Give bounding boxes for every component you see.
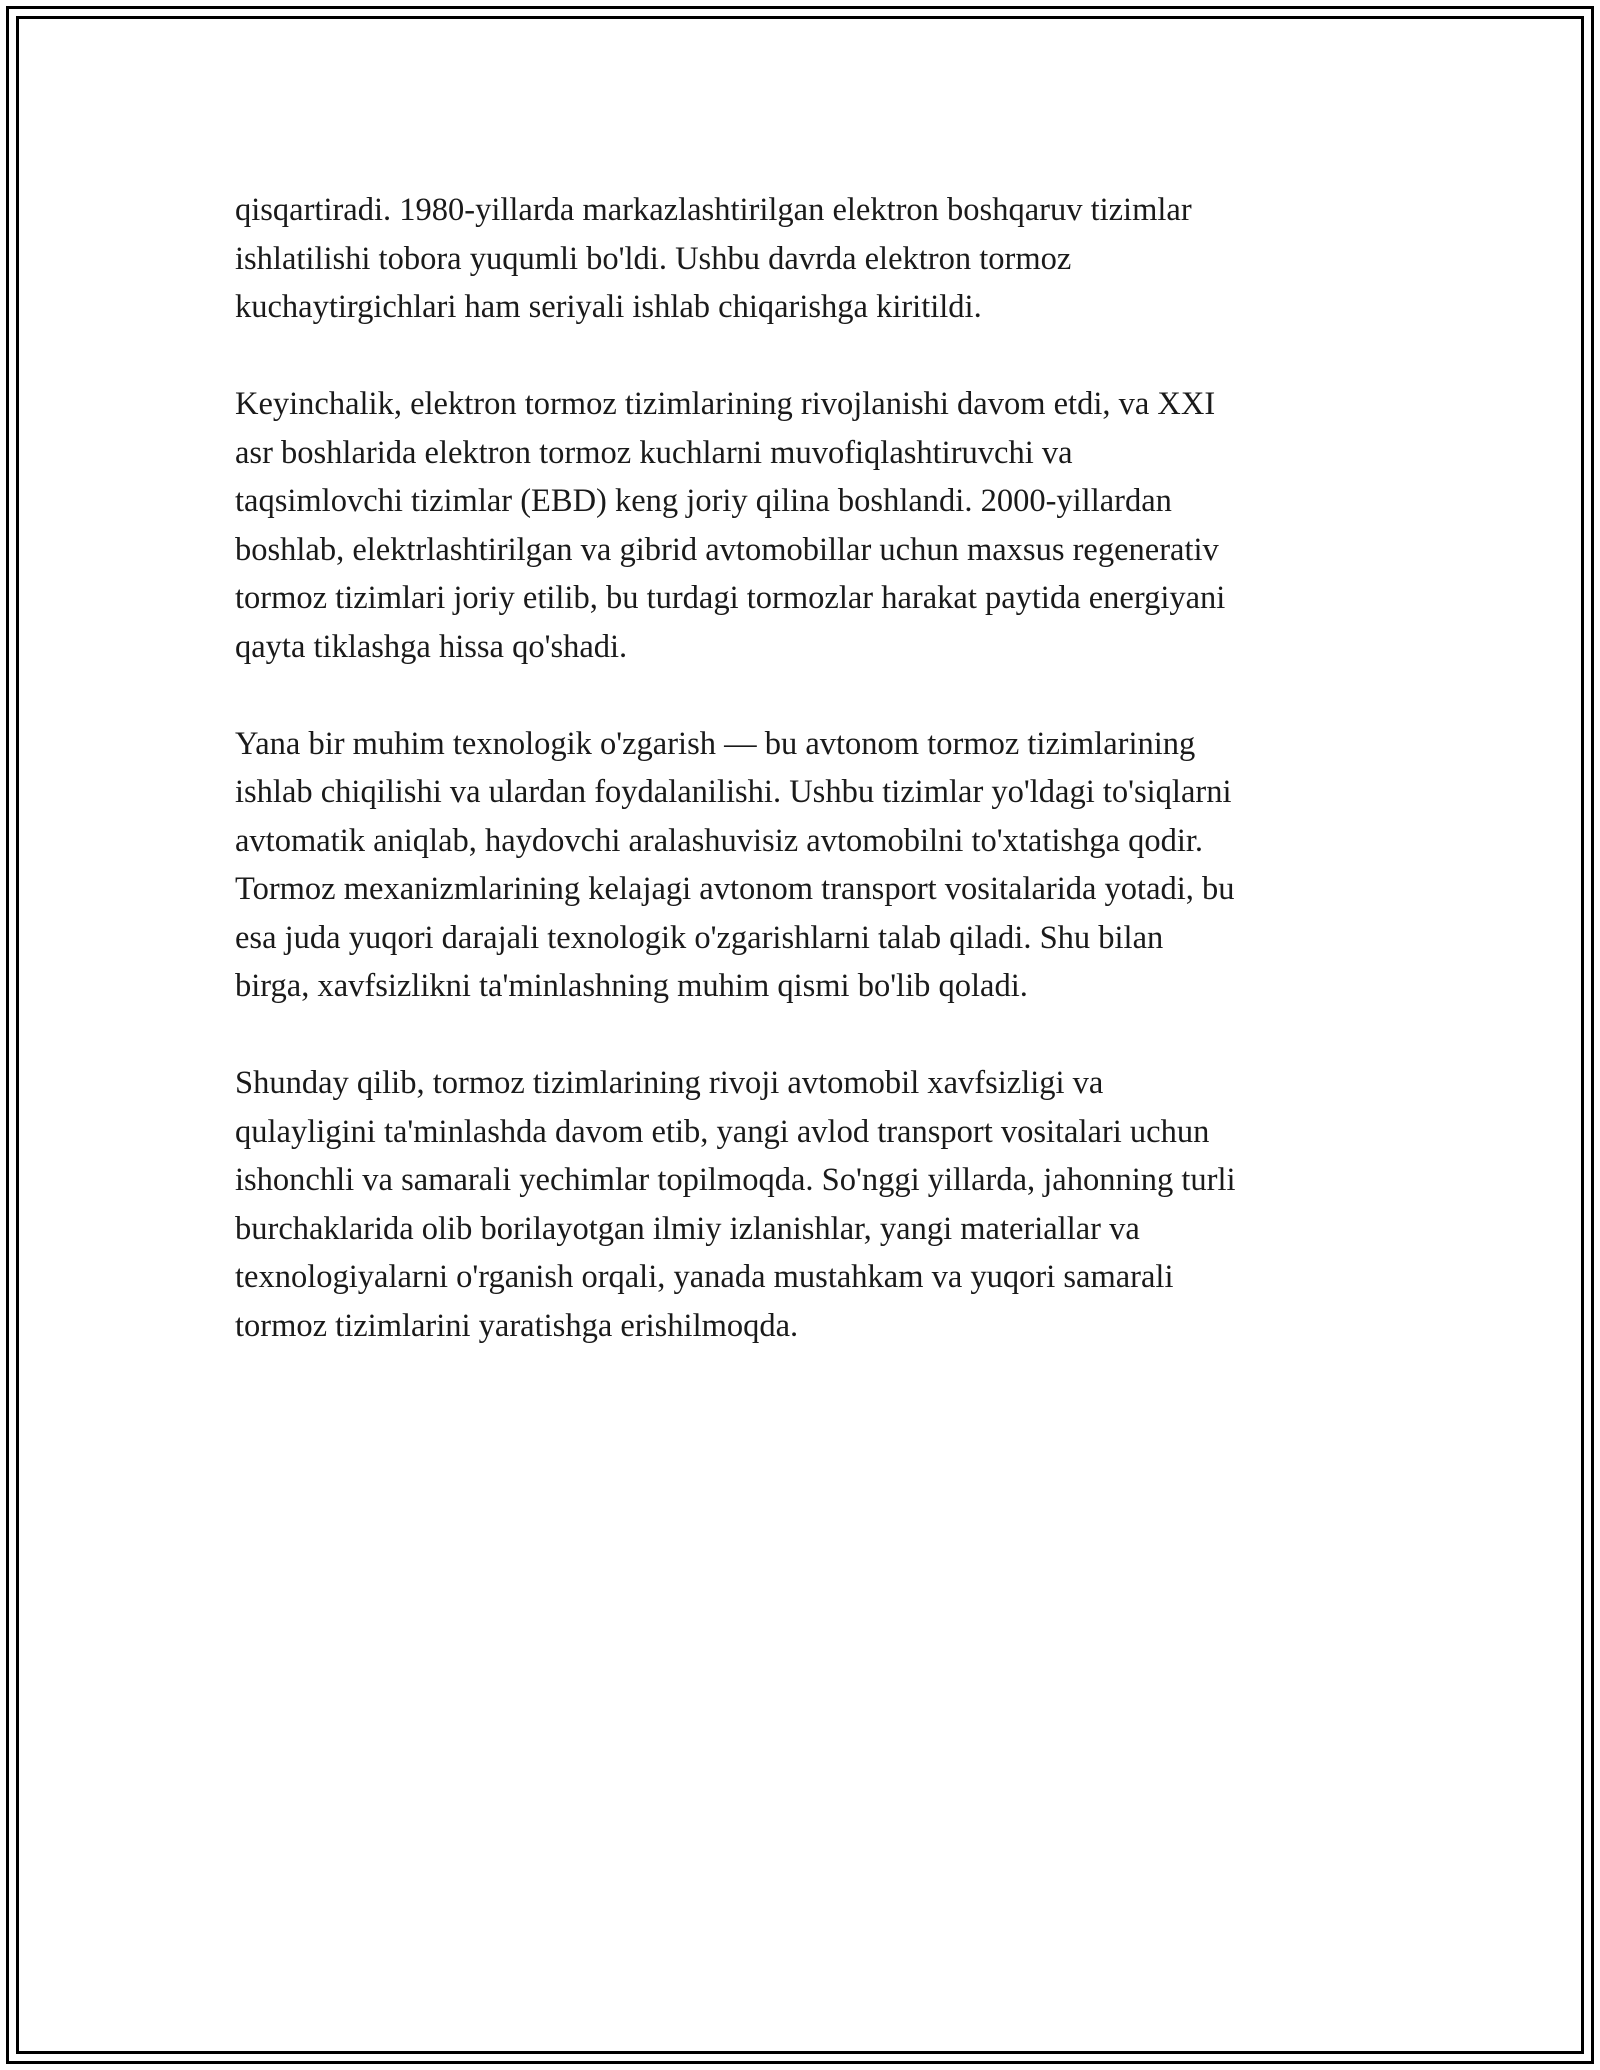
paragraph-3: Yana bir muhim texnologik o'zgarish — bu avtonom tormoz tizimlarining ishlab chiqilishi va ulardan foydalanilishi. Ushbu tizimlar yo'ldagi to'siqlarni avtomatik aniqlab, haydovchi aralashuvisiz avtomobilni to'xtatishga qodir. Tormoz mexanizmlarining kelajagi avtonom transport vositalarida yotadi, bu esa juda yuqori darajali texnologik o'zgarishlarni talab qiladi. Shu bilan birga, xavfsizlikni ta'minlashning muhim qismi bo'lib qoladi. <box>235 725 1235 1004</box>
document-body <box>235 186 1375 1399</box>
paragraph-1: qisqartiradi. 1980-yillarda markazlashtirilgan elektron boshqaruv tizimlar ishlatilishi tobora yuqumli bo'ldi. Ushbu davrda elektron tormoz kuchaytirgichlari ham seriyali ishlab chiqarishga kiritildi. <box>235 192 1192 325</box>
paragraph-4: Shunday qilib, tormoz tizimlarining rivoji avtomobil xavfsizligi va qulayligini ta'minlashda davom etib, yangi avlod transport vositalari uchun ishonchli va samarali yechimlar topilmoqda. So'nggi yillarda, jahonning turli burchaklarida olib borilayotgan ilmiy izlanishlar, yangi materiallar va texnologiyalarni o'rganish orqali, yanada mustahkam va yuqori samarali tormoz tizimlarini yaratishga erishilmoqda. <box>235 1065 1236 1344</box>
paragraph-2: Keyinchalik, elektron tormoz tizimlarining rivojlanishi davom etdi, va XXI asr boshlarida elektron tormoz kuchlarni muvofiqlashtiruvchi va taqsimlovchi tizimlar (EBD) keng joriy qilina boshlandi. 2000-yillardan boshlab, elektrlashtirilgan va gibrid avtomobillar uchun maxsus regenerativ tormoz tizimlari joriy etilib, bu turdagi tormozlar harakat paytida energiyani qayta tiklashga hissa qo'shadi. <box>235 386 1226 665</box>
